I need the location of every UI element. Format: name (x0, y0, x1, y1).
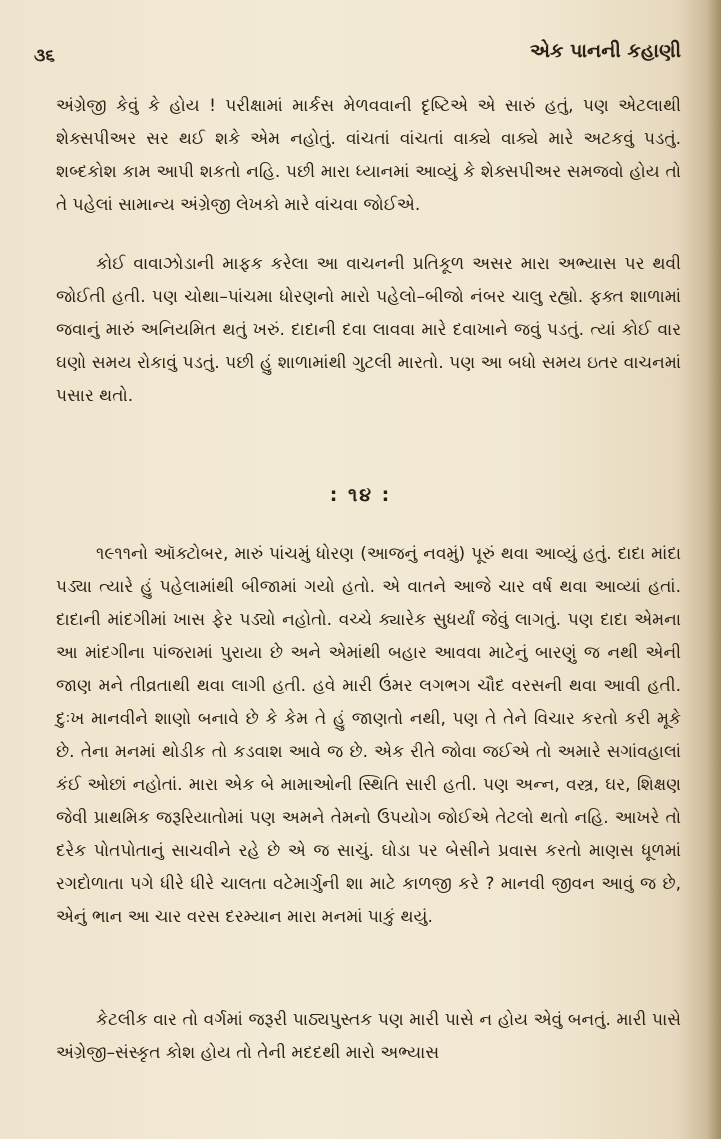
page-number: ૩૬ (34, 46, 55, 66)
paragraph-block (56, 538, 681, 934)
page-header (34, 40, 681, 72)
paragraph-3: ૧૯૧૧નો ઑક્ટોબર, મારું પાંચમું ધોરણ (આજનું નવમું) પૂરું થવા આવ્યું હતું. દાદા માંદા પડ્યા ત્યારે હું પહેલામાંથી બીજામાં ગયો હતો. એ વાતને આજે ચાર વર્ષ થવા આવ્યાં હતાં. દાદાની માંદગીમાં ખાસ ફેર પડ્યો નહોતો. વચ્ચે ક્યારેક સુધર્યાં જેવું લાગતું. પણ દાદા એમના આ માંદગીના પાંજરામાં પુરાયા છે અને એમાંથી બહાર આવવા માટેનું બારણું જ નથી એની જાણ મને તીવ્રતાથી થવા લાગી હતી. હવે મારી ઉંમર લગભગ ચૌદ વરસની થવા આવી હતી. દુઃખ માનવીને શાણો બનાવે છે કે કેમ તે હું જાણતો નથી, પણ તે તેને વિચાર કરતો કરી મૂકે છે. તેના મનમાં થોડીક તો કડવાશ આવે જ છે. એક રીતે જોવા જઈએ તો અમારે સગાંવહાલાં કંઈ ઓછાં નહોતાં. મારા એક બે મામાઓની સ્થિતિ સારી હતી. પણ અન્ન, વસ્ત્ર, ઘર, શિક્ષણ જેવી પ્રાથમિક જરૂરિયાતોમાં પણ અમને તેમનો ઉપયોગ જોઈએ તેટલો થતો નહિ. આખરે તો દરેક પોતપોતાનું સાચવીને રહે છે એ જ સાચું. ઘોડા પર બેસીને પ્રવાસ કરતો માણસ ધૂળમાં રગદોળાતા પગે ધીરે ધીરે ચાલતા વટેમાર્ગુની શા માટે કાળજી કરે ? માનવી જીવન આવું જ છે, એનું ભાન આ ચાર વરસ દરમ્યાન મારા મનમાં પાકું થયું. (56, 544, 681, 927)
paragraph-2: કોઈ વાવાઝોડાની માફક કરેલા આ વાચનની પ્રતિકૂળ અસર મારા અભ્યાસ પર થવી જોઈતી હતી. પણ ચોથા–પાંચમા ધોરણનો મારો પહેલો–બીજો નંબર ચાલુ રહ્યો. ફક્ત શાળામાં જવાનું મારું અનિયમિત થતું ખરું. દાદાની દવા લાવવા મારે દવાખાને જવું પડતું. ત્યાં કોઈ વાર ઘણો સમય રોકાવું પડતું. પછી હું શાળામાંથી ગુટલી મારતો. પણ આ બધો સમય ઇતર વાચનમાં પસાર થતો. (56, 254, 681, 406)
page-edge-shadow (707, 0, 721, 1139)
paragraph-4: કેટલીક વાર તો વર્ગમાં જરૂરી પાઠ્યપુસ્તક પણ મારી પાસે ન હોય એવું બનતું. મારી પાસે અંગ્રેજી–સંસ્કૃત કોશ હોય તો તેની મદદથી મારો અભ્યાસ (56, 1010, 681, 1063)
paragraph-1: અંગ્રેજી કેવું કે હોય ! પરીક્ષામાં માર્કસ મેળવવાની દૃષ્ટિએ એ સારું હતું, પણ એટલાથી શેક્સપીઅર સર થઈ શકે એમ નહોતું. વાંચતાં વાંચતાં વાક્યે વાક્યે મારે અટકવું પડતું. શબ્દકોશ કામ આપી શકતો નહિ. પછી મારા ધ્યાનમાં આવ્યું કે શેક્સપીઅર સમજવો હોય તો તે પહેલાં સામાન્ય અંગ્રેજી લેખકો મારે વાંચવા જોઈએ. (56, 96, 681, 215)
paragraph-block (56, 248, 681, 413)
running-title: એક પાનની કહાણી (530, 40, 681, 62)
paragraph-block (56, 1004, 681, 1070)
paragraph-block (56, 90, 681, 222)
chapter-number: : ૧૪ : (329, 484, 392, 506)
